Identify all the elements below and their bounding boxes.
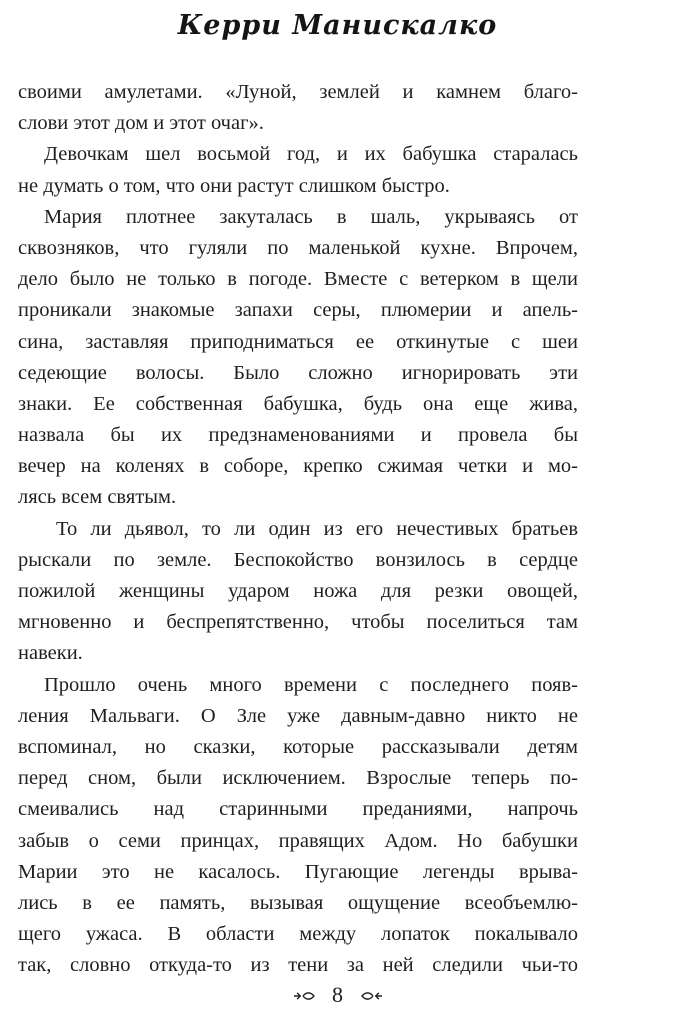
text-line: Прошло очень много времени с последнего появ- bbox=[44, 673, 578, 696]
text-line: навеки. bbox=[18, 642, 83, 665]
text-line: проникали знакомые запахи серы, плюмерии и апель- bbox=[18, 299, 578, 322]
text-line: вечер на коленях в соборе, крепко сжимая четки и мо- bbox=[18, 455, 578, 478]
text-line: рыскали по земле. Беспокойство вонзилось в сердце bbox=[18, 548, 578, 571]
text-line: Мария плотнее закуталась в шаль, укрываясь от bbox=[44, 205, 578, 228]
text-line: пожилой женщины ударом ножа для резки овощей, bbox=[18, 580, 578, 602]
paragraph bbox=[18, 514, 578, 670]
paragraph bbox=[18, 670, 578, 982]
running-head-author: Керри Манискалко bbox=[177, 10, 498, 41]
text-line: так, словно откуда-то из тени за ней следили чьи-то bbox=[18, 954, 578, 977]
flourish-left-icon bbox=[293, 982, 315, 1008]
text-line: сквозняков, что гуляли по маленькой кухне. Впрочем, bbox=[18, 236, 578, 259]
text-line: своими амулетами. «Луной, землей и камнем благо- bbox=[18, 81, 578, 103]
text-line: Девочкам шел восьмой год, и их бабушка старалась bbox=[44, 143, 578, 166]
body-text bbox=[18, 77, 578, 981]
text-line: лись в ее память, вызывая ощущение всеобъемлю- bbox=[18, 891, 578, 914]
text-line: не думать о том, что они растут слишком быстро. bbox=[18, 174, 450, 197]
paragraph bbox=[18, 202, 578, 514]
text-line: вспоминал, но сказки, которые рассказывали детям bbox=[18, 735, 578, 758]
text-line: ления Мальваги. О Зле уже давным-давно никто не bbox=[18, 704, 578, 727]
text-line: сина, заставляя приподниматься ее откинутые с шеи bbox=[18, 330, 578, 353]
page-number: 8 bbox=[332, 981, 343, 1007]
text-line: лясь всем святым. bbox=[18, 486, 177, 509]
text-line: слови этот дом и этот очаг». bbox=[18, 112, 264, 135]
text-line: То ли дьявол, то ли один из его нечестивых братьев bbox=[56, 517, 578, 540]
page-footer bbox=[0, 980, 675, 1008]
text-line: дело было не только в погоде. Вместе с ветерком в щели bbox=[18, 268, 578, 291]
text-line: забыв о семи принцах, правящих Адом. Но бабушки bbox=[18, 829, 578, 852]
paragraph bbox=[18, 139, 578, 201]
text-line: знаки. Ее собственная бабушка, будь она еще жива, bbox=[18, 392, 578, 415]
text-line: назвала бы их предзнаменованиями и провела бы bbox=[18, 424, 578, 447]
flourish-right-icon bbox=[361, 982, 383, 1008]
paragraph bbox=[18, 77, 578, 139]
text-line: перед сном, были исключением. Взрослые теперь по- bbox=[18, 767, 578, 790]
text-line: щего ужаса. В области между лопаток покалывало bbox=[18, 923, 578, 946]
text-line: смеивались над старинными преданиями, напрочь bbox=[18, 798, 578, 821]
text-line: седеющие волосы. Было сложно игнорировать эти bbox=[18, 361, 578, 384]
text-line: мгновенно и беспрепятственно, чтобы поселиться там bbox=[18, 611, 578, 634]
text-line: Марии это не касалось. Пугающие легенды врыва- bbox=[18, 860, 578, 883]
